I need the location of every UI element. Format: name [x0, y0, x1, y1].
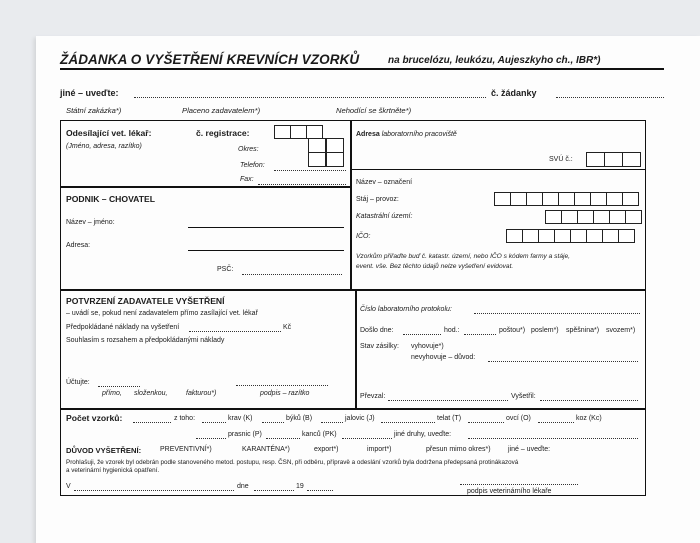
- year-label: 19: [296, 483, 304, 490]
- shipment-not-ok-option[interactable]: nevyhovuje – důvod:: [411, 354, 476, 361]
- zip-label: PSČ:: [217, 266, 234, 273]
- arrived-date-field[interactable]: [403, 334, 441, 335]
- place-field[interactable]: [74, 490, 234, 491]
- barn-label: Stáj – provoz:: [356, 196, 399, 203]
- lab-note-line-2: event. vše. Bez těchto údajů nelze vyšetření evidovat.: [356, 263, 514, 270]
- costs-field[interactable]: [189, 331, 281, 332]
- vet-breeder-separator: [60, 186, 351, 188]
- sign-stamp-label: podpis – razítko: [260, 390, 310, 397]
- svu-label: SVÚ č.:: [549, 156, 573, 163]
- agree-text: Souhlasím s rozsahem a předpokládanými náklady: [66, 337, 225, 344]
- place-label: V: [66, 483, 71, 490]
- lower-separator: [60, 408, 646, 410]
- declaration-line-1: Prohlašuji, že vzorek byl odebrán podle stanoveného metod. postupu, resp. ČSN, při odběru, přípravě a odeslání vzorků byla dodržena předepsaná protinákazová: [66, 459, 519, 466]
- main-frame: [60, 120, 646, 496]
- phone-label: Telefon:: [240, 162, 265, 169]
- sheep-field[interactable]: [468, 422, 504, 423]
- breeder-name-label: Název – jméno:: [66, 219, 115, 226]
- bulls-field[interactable]: [262, 422, 284, 423]
- registration-extra-cells[interactable]: [308, 139, 326, 167]
- fax-field[interactable]: [258, 184, 346, 185]
- breeder-title: PODNIK – CHOVATEL: [66, 194, 155, 204]
- pay-slip-option[interactable]: složenkou,: [134, 390, 168, 397]
- vet-title: Odesílající vet. lékař:: [66, 128, 152, 138]
- shipment-label: Stav zásilky:: [360, 343, 399, 350]
- mid-separator: [60, 289, 646, 291]
- costs-label: Předpokládané náklady na vyšetření: [66, 324, 180, 331]
- form-subtitle: na brucelózu, leukózu, Aujeszkyho ch., IBR*): [388, 55, 601, 66]
- request-form-sheet: [36, 36, 700, 543]
- declaration-line-2: a veterinární hygienická opatření.: [66, 467, 160, 474]
- breeder-name-field[interactable]: [188, 227, 344, 228]
- other-disease-field[interactable]: [134, 97, 486, 98]
- shipment-ok-option[interactable]: vyhovuje*): [411, 343, 444, 350]
- other-species-label: jiné druhy, uveďte:: [394, 431, 452, 438]
- driver-option[interactable]: svozem*): [606, 327, 636, 334]
- sows-field[interactable]: [196, 438, 226, 439]
- express-option[interactable]: spěšnina*): [566, 327, 600, 334]
- lab-separator: [350, 169, 646, 170]
- lab-name-label: Název – označení: [356, 179, 413, 186]
- request-number-field[interactable]: [556, 97, 664, 98]
- request-number-label: č. žádanky: [491, 88, 537, 98]
- ico-cells[interactable]: [507, 229, 635, 243]
- confirm-note: – uvádí se, pokud není zadavatelem přímo zasílající vet. lékař: [66, 310, 258, 317]
- breeder-address-field[interactable]: [188, 250, 344, 251]
- calves-label: telat (T): [437, 415, 462, 422]
- year-field[interactable]: [307, 490, 333, 491]
- district-label: Okres:: [238, 146, 259, 153]
- boars-label: kanců (PK): [302, 431, 337, 438]
- protocol-label: Číslo laboratorního protokolu:: [360, 306, 452, 313]
- fax-label: Fax:: [240, 176, 254, 183]
- hour-label: hod.:: [444, 327, 460, 334]
- sheep-label: ovcí (O): [506, 415, 531, 422]
- received-label: Převzal:: [360, 393, 386, 400]
- reason-preventive-option[interactable]: PREVENTIVNÍ*): [160, 446, 212, 453]
- account-field[interactable]: [98, 386, 140, 387]
- state-order-option[interactable]: Státní zakázka*): [66, 106, 122, 115]
- post-option[interactable]: poštou*): [499, 327, 526, 334]
- examined-label: Vyšetřil:: [511, 393, 536, 400]
- confirm-title: POTVRZENÍ ZADAVATELE VYŠETŘENÍ: [66, 296, 225, 306]
- heifers-field[interactable]: [321, 422, 343, 423]
- signature-field[interactable]: [460, 484, 578, 485]
- lab-address-hint: laboratorního pracoviště: [381, 131, 457, 138]
- date-label: dne: [237, 483, 249, 490]
- sample-count-field[interactable]: [133, 422, 171, 423]
- other-species-field[interactable]: [468, 438, 638, 439]
- heifers-label: jalovic (J): [345, 415, 375, 422]
- ico-label: IČO:: [356, 233, 371, 240]
- reason-quarantine-option[interactable]: KARANTÉNA*): [242, 446, 290, 453]
- other-disease-label: jiné – uveďte:: [60, 88, 119, 98]
- paid-by-requester-option[interactable]: Placeno zadavatelem*): [182, 106, 261, 115]
- cadastral-label: Katastrální území:: [356, 213, 413, 220]
- zip-field[interactable]: [242, 274, 342, 275]
- pay-direct-option[interactable]: přímo,: [102, 390, 122, 397]
- form-title: ŽÁDANKA O VYŠETŘENÍ KREVNÍCH VZORKŮ: [60, 52, 360, 67]
- received-field[interactable]: [388, 400, 508, 401]
- sign-stamp-field[interactable]: [236, 385, 328, 386]
- hour-field[interactable]: [464, 334, 496, 335]
- account-label: Účtujte:: [66, 379, 90, 386]
- of-which-label: z toho:: [174, 415, 196, 422]
- goats-label: koz (Kc): [576, 415, 602, 422]
- boars-field[interactable]: [266, 438, 300, 439]
- goats-field[interactable]: [538, 422, 574, 423]
- registration-extra-cells-2[interactable]: [326, 139, 344, 167]
- cows-label: krav (K): [228, 415, 253, 422]
- courier-option[interactable]: poslem*): [531, 327, 559, 334]
- cadastral-cells[interactable]: [546, 210, 642, 224]
- barn-cells[interactable]: [495, 192, 639, 206]
- lab-address-label: Adresa: [356, 131, 380, 138]
- other-species-count-field[interactable]: [342, 438, 392, 439]
- signature-label: podpis veterinárního lékaře: [467, 488, 552, 495]
- examined-field[interactable]: [540, 400, 638, 401]
- reason-other-option[interactable]: jiné – uveďte:: [508, 446, 551, 453]
- cows-field[interactable]: [202, 422, 226, 423]
- registration-cells[interactable]: [275, 125, 323, 139]
- arrived-label: Došlo dne:: [360, 327, 394, 334]
- currency-label: Kč: [283, 324, 292, 331]
- middle-divider: [355, 289, 357, 409]
- svu-cells[interactable]: [587, 152, 641, 167]
- lab-note-line-1: Vzorkům přiřaďte buď č. katastr. území, nebo IČO s kódem farmy a stáje,: [356, 253, 570, 260]
- reason-transfer-option[interactable]: přesun mimo okres*): [426, 446, 491, 453]
- not-applicable-note: Nehodící se škrtněte*): [336, 106, 412, 115]
- reason-title: DŮVOD VYŠETŘENÍ:: [66, 446, 142, 455]
- phone-field[interactable]: [274, 170, 346, 171]
- registration-label: č. registrace:: [196, 128, 250, 138]
- upper-divider: [350, 120, 352, 290]
- protocol-field[interactable]: [474, 313, 640, 314]
- vet-hint: (Jméno, adresa, razítko): [66, 143, 142, 150]
- calves-field[interactable]: [381, 422, 435, 423]
- sows-label: prasnic (P): [228, 431, 262, 438]
- reason-import-option[interactable]: import*): [367, 446, 392, 453]
- title-underline: [60, 68, 664, 70]
- date-field[interactable]: [254, 490, 294, 491]
- reason-export-option[interactable]: export*): [314, 446, 339, 453]
- not-ok-reason-field[interactable]: [488, 361, 638, 362]
- bulls-label: býků (B): [286, 415, 313, 422]
- breeder-address-label: Adresa:: [66, 242, 91, 249]
- samples-title: Počet vzorků:: [66, 413, 123, 423]
- pay-invoice-option[interactable]: fakturou*): [186, 390, 217, 397]
